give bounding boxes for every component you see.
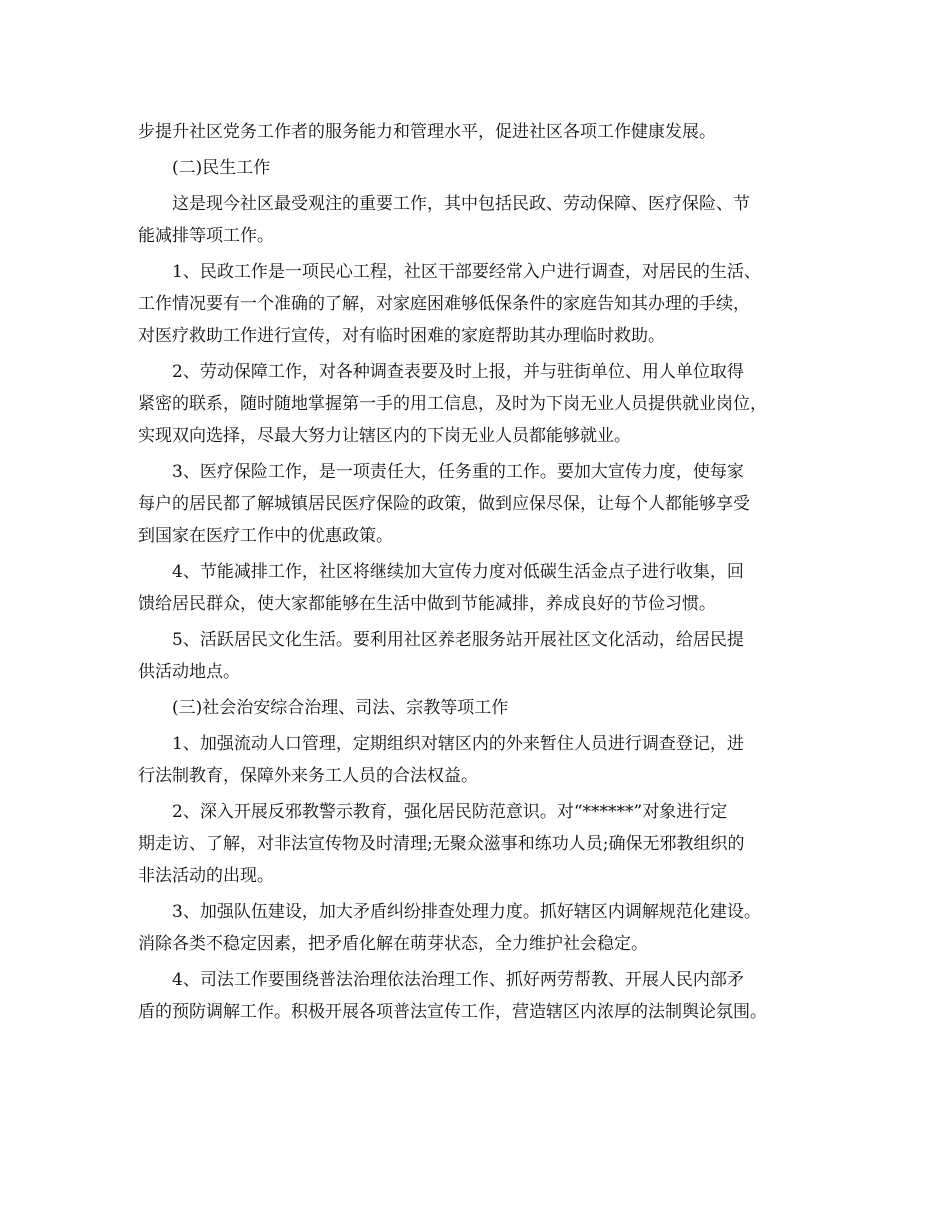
text-line: 到国家在医疗工作中的优惠政策。 bbox=[138, 526, 393, 546]
text-line: 2、劳动保障工作，对各种调查表要及时上报，并与驻街单位、用人单位取得 bbox=[172, 362, 744, 382]
text-line: 4、司法工作要围绕普法治理依法治理工作、抓好两劳帮教、开展人民内部矛 bbox=[172, 970, 744, 990]
text-line: 每户的居民都了解城镇居民医疗保险的政策，做到应保尽保，让每个人都能够享受 bbox=[138, 494, 750, 514]
text-line: 非法活动的出现。 bbox=[138, 866, 274, 886]
text-line: 期走访、了解，对非法宣传物及时清理;无聚众滋事和练功人员;确保无邪教组织的 bbox=[138, 834, 745, 854]
text-line: 盾的预防调解工作。积极开展各项普法宣传工作，营造辖区内浓厚的法制舆论氛围。 bbox=[138, 1002, 767, 1022]
text-line: 能减排等项工作。 bbox=[138, 226, 274, 246]
text-line: 行法制教育，保障外来务工人员的合法权益。 bbox=[138, 766, 478, 786]
text-line: 步提升社区党务工作者的服务能力和管理水平，促进社区各项工作健康发展。 bbox=[138, 122, 716, 142]
text-line: 1、加强流动人口管理，定期组织对辖区内的外来暂住人员进行调查登记，进 bbox=[172, 734, 744, 754]
text-line: 紧密的联系，随时随地掌握第一手的用工信息，及时为下岗无业人员提供就业岗位， bbox=[138, 394, 767, 414]
text-line: 3、加强队伍建设，加大矛盾纠纷排查处理力度。抓好辖区内调解规范化建设。 bbox=[172, 902, 761, 922]
document-body bbox=[138, 116, 828, 1028]
text-line: 4、节能减排工作，社区将继续加大宣传力度对低碳生活金点子进行收集，回 bbox=[172, 562, 744, 582]
text-line: 2、深入开展反邪教警示教育，强化居民防范意识。对“******”对象进行定 bbox=[172, 802, 728, 822]
text-line: 3、医疗保险工作，是一项责任大，任务重的工作。要加大宣传力度，使每家 bbox=[172, 462, 744, 482]
text-line: 消除各类不稳定因素，把矛盾化解在萌芽状态，全力维护社会稳定。 bbox=[138, 934, 648, 954]
section-heading: (三)社会治安综合治理、司法、宗教等项工作 bbox=[172, 698, 509, 718]
text-line: 5、活跃居民文化生活。要利用社区养老服务站开展社区文化活动，给居民提 bbox=[172, 630, 744, 650]
text-line: 对医疗救助工作进行宣传，对有临时困难的家庭帮助其办理临时救助。 bbox=[138, 326, 665, 346]
text-line: 实现双向选择，尽最大努力让辖区内的下岗无业人员都能够就业。 bbox=[138, 426, 631, 446]
text-line: 工作情况要有一个准确的了解，对家庭困难够低保条件的家庭告知其办理的手续， bbox=[138, 294, 750, 314]
section-heading: (二)民生工作 bbox=[172, 158, 271, 178]
text-line: 馈给居民群众，使大家都能够在生活中做到节能减排，养成良好的节俭习惯。 bbox=[138, 594, 716, 614]
text-line: 供活动地点。 bbox=[138, 662, 240, 682]
text-line: 这是现今社区最受观注的重要工作，其中包括民政、劳动保障、医疗保险、节 bbox=[172, 194, 750, 214]
text-line: 1、民政工作是一项民心工程，社区干部要经常入户进行调查，对居民的生活、 bbox=[172, 262, 761, 282]
